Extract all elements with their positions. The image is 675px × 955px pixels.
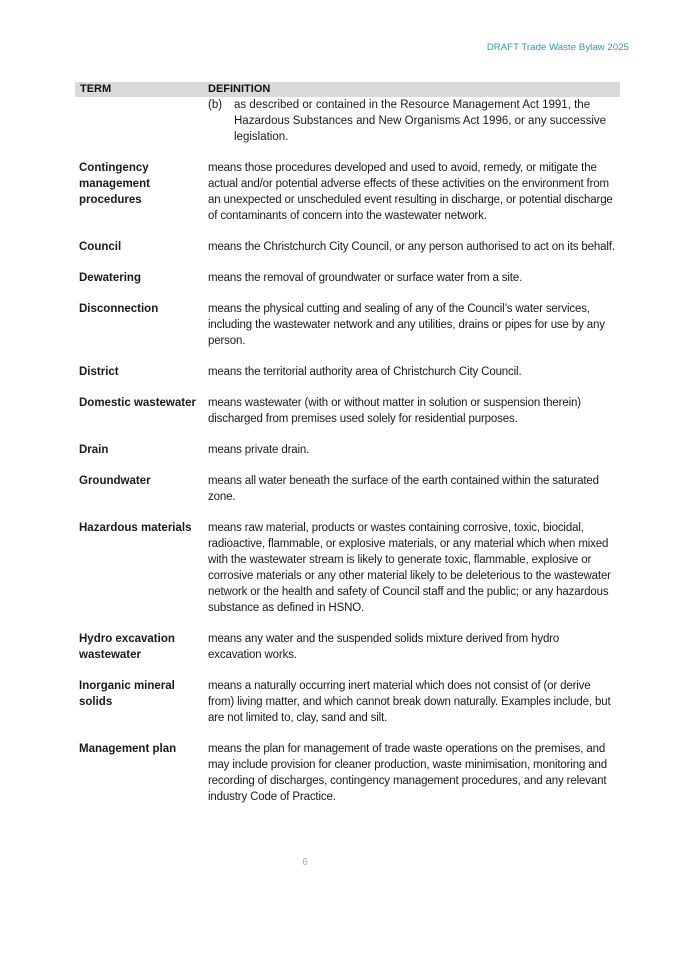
definition-cell: means those procedures developed and used to avoid, remedy, or mitigate the actual and/or potential adverse effects of these activities on the environment from an unexpected or unscheduled event resulting in discharge, or potential discharge of contaminants of concern into the wastewater network. [208,162,613,222]
table-row [79,301,624,349]
table-row [79,473,624,505]
continued-definition-text: as described or contained in the Resource Management Act 1991, the Hazardous Substances and New Organisms Act 1996, or any successive legislation. [234,99,607,143]
list-marker: (b) [208,99,223,111]
term-cell: Hazardous materials [79,522,192,534]
term-cell: Groundwater [79,475,151,487]
column-header-term: TERM [80,83,112,95]
term-cell: Drain [79,444,109,456]
table-row [79,631,624,663]
definition-cell: means a naturally occurring inert material which does not consist of (or derive from) living matter, and which cannot break down naturally. Examples include, but are not limited to, clay, sand and silt. [208,680,611,724]
term-cell: Hydro excavation wastewater [79,633,175,661]
definition-cell: means the plan for management of trade waste operations on the premises, and may include provision for cleaner production, waste minimisation, monitoring and recording of discharges, contingency management procedures, and any relevant industry Code of Practice. [208,743,608,803]
running-header: DRAFT Trade Waste Bylaw 2025 [486,42,629,53]
table-row [79,442,624,458]
table-row [79,160,624,224]
term-cell: Disconnection [79,303,159,315]
table-row [79,395,624,427]
table-row [79,270,624,286]
page-number: 6 [302,857,308,868]
table-row [79,239,624,255]
definition-cell: means any water and the suspended solids mixture derived from hydro excavation works. [208,633,560,661]
definitions-table [79,160,624,820]
term-cell: Contingency management procedures [79,162,150,206]
definition-cell: means private drain. [208,444,310,456]
definition-cell: means raw material, products or wastes containing corrosive, toxic, biocidal, radioactive, flammable, or explosive materials, or any material which when mixed with the wastewater stream is likely to generate toxic, flammable, explosive or corrosive materials or any other material likely to be deleterious to the wastewater network or the health and safety of Council staff and the public; or any hazardous substance as defined in HSNO. [208,522,611,614]
definition-cell: means all water beneath the surface of the earth contained within the saturated zone. [208,475,599,503]
definition-cell: means wastewater (with or without matter in solution or suspension therein) discharged from premises used solely for residential purposes. [208,397,581,425]
definition-cell: means the removal of groundwater or surface water from a site. [208,272,523,284]
table-row [79,364,624,380]
term-cell: Council [79,241,122,253]
table-header-row [75,82,620,97]
definition-cell: means the physical cutting and sealing of any of the Council’s water services, including the wastewater network and any utilities, drains or pipes for use by any person. [208,303,605,347]
term-cell: Inorganic mineral solids [79,680,175,708]
continued-definition [208,97,608,145]
table-row [79,520,624,616]
column-header-definition: DEFINITION [208,83,271,95]
definition-cell: means the territorial authority area of Christchurch City Council. [208,366,522,378]
table-row [79,741,624,805]
definition-cell: means the Christchurch City Council, or any person authorised to act on its behalf. [208,241,615,253]
term-cell: Dewatering [79,272,141,284]
term-cell: Management plan [79,743,177,755]
table-row [79,678,624,726]
term-cell: Domestic wastewater [79,397,196,409]
term-cell: District [79,366,119,378]
